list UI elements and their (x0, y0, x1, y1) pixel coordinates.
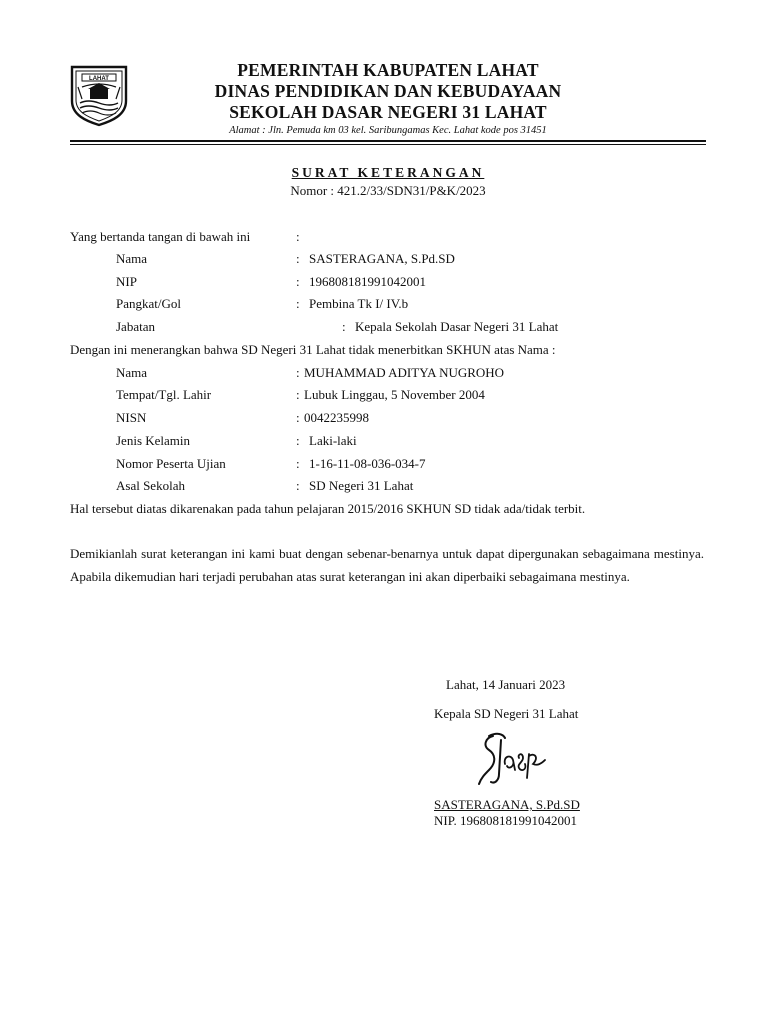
signer-name-colon: : (296, 251, 300, 266)
document-number: Nomor : 421.2/33/SDN31/P&K/2023 (290, 183, 486, 198)
student-exam-number-value: 1-16-11-08-036-034-7 (309, 456, 426, 471)
student-birth-label: Tempat/Tgl. Lahir (116, 387, 212, 402)
signer-position-label: Jabatan (116, 319, 155, 334)
signer-rank-label: Pangkat/Gol (116, 296, 181, 311)
reason-text: Hal tersebut diatas dikarenakan pada tahun pelajaran 2015/2016 SKHUN SD tidak ada/tidak terbit. (70, 501, 586, 516)
signer-nip-colon: : (296, 274, 300, 289)
student-nisn-label: NISN (116, 410, 147, 425)
student-nisn-colon: : (296, 410, 300, 425)
signer-intro-label: Yang bertanda tangan di bawah ini (70, 229, 251, 244)
logo-text: LAHAT (89, 76, 109, 82)
signer-position-colon: : (342, 319, 346, 334)
signer-position-value: Kepala Sekolah Dasar Negeri 31 Lahat (355, 319, 559, 334)
signer-rank-colon: : (296, 296, 300, 311)
signer-nip-label: NIP (116, 274, 137, 289)
student-nisn-value: 0042235998 (304, 410, 369, 425)
student-school-value: SD Negeri 31 Lahat (309, 478, 414, 493)
student-name-value: MUHAMMAD ADITYA NUGROHO (304, 365, 505, 380)
letterhead-government: PEMERINTAH KABUPATEN LAHAT (237, 60, 539, 80)
letterhead-divider-thin (70, 144, 706, 145)
letterhead (140, 60, 636, 138)
student-birth-colon: : (296, 387, 300, 402)
signer-rank-value: Pembina Tk I/ IV.b (309, 296, 409, 311)
student-birth-value: Lubuk Linggau, 5 November 2004 (304, 387, 485, 402)
statement-text: Dengan ini menerangkan bahwa SD Negeri 31 Lahat tidak menerbitkan SKHUN atas Nama : (70, 342, 556, 357)
student-gender-colon: : (296, 433, 300, 448)
student-gender-label: Jenis Kelamin (116, 433, 191, 448)
student-school-label: Asal Sekolah (116, 478, 185, 493)
signer-name-signature: SASTERAGANA, S.Pd.SD (434, 797, 580, 812)
letterhead-address: Alamat : Jln. Pemuda km 03 kel. Saribungamas Kec. Lahat kode pos 31451 (229, 125, 547, 136)
regency-crest-icon (68, 63, 130, 127)
letterhead-department: DINAS PENDIDIKAN DAN KEBUDAYAAN (214, 81, 562, 101)
document-title: SURAT KETERANGAN (291, 165, 485, 180)
student-exam-number-label: Nomor Peserta Ujian (116, 456, 226, 471)
place-date: Lahat, 14 Januari 2023 (446, 677, 566, 692)
signer-nip-value: 196808181991042001 (309, 274, 426, 289)
letterhead-school: SEKOLAH DASAR NEGERI 31 LAHAT (229, 102, 547, 122)
handwritten-signature (475, 728, 555, 790)
student-name-colon: : (296, 365, 300, 380)
signer-name-label: Nama (116, 251, 148, 266)
signer-intro-colon: : (296, 229, 300, 244)
student-name-label: Nama (116, 365, 148, 380)
signer-title: Kepala SD Negeri 31 Lahat (434, 706, 579, 721)
letterhead-divider-thick (70, 140, 706, 142)
closing-paragraph: Demikianlah surat keterangan ini kami buat dengan sebenar-benarnya untuk dapat dipergunakan sebagaimana mestinya. Apabila dikemudian hari terjadi perubahan atas surat keterangan ini akan diperbaiki sebagaimana mestinya. (70, 546, 704, 584)
student-school-colon: : (296, 478, 300, 493)
student-exam-number-colon: : (296, 456, 300, 471)
signer-nip-signature: NIP. 196808181991042001 (434, 813, 578, 828)
signer-name-value: SASTERAGANA, S.Pd.SD (309, 251, 455, 266)
student-gender-value: Laki-laki (309, 433, 357, 448)
